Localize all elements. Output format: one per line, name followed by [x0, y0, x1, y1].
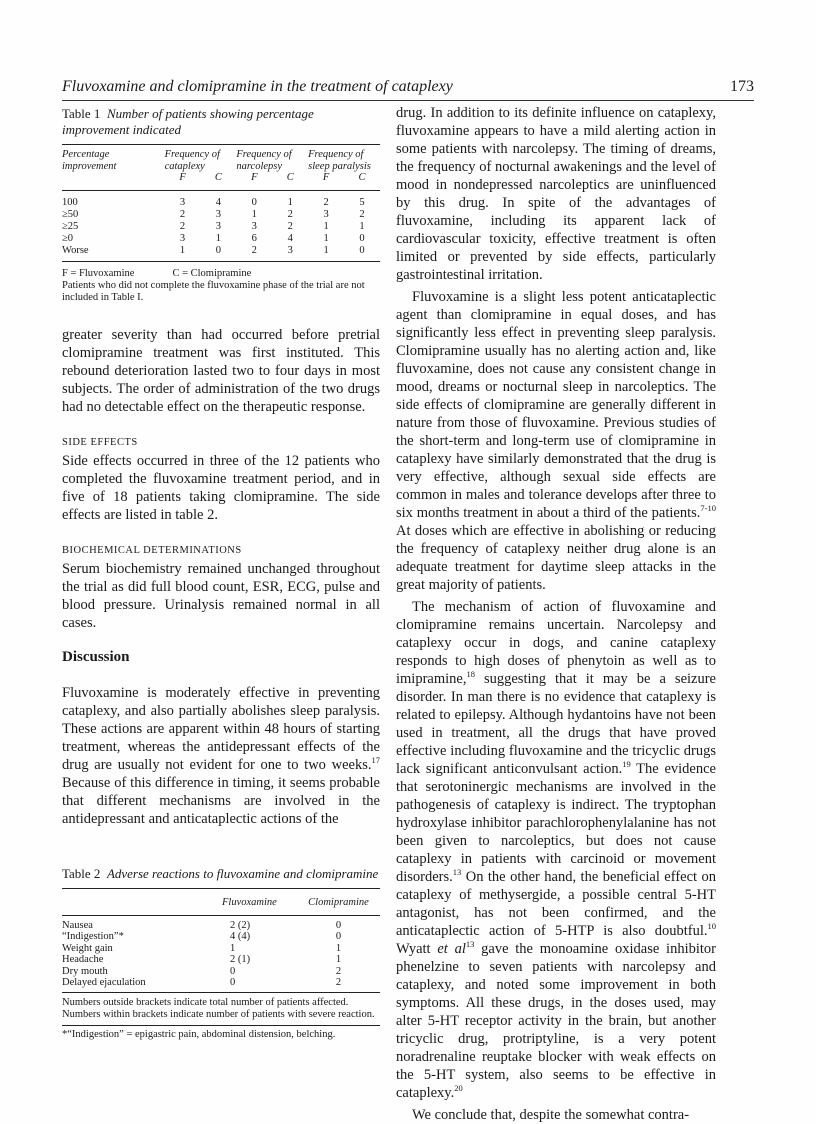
table2-cell: 2 (2)	[230, 919, 251, 931]
table2-col-header: Fluvoxamine	[222, 897, 277, 908]
table1-row-label: Worse	[62, 245, 89, 257]
right-column	[396, 104, 716, 1124]
table1-cell: 1	[323, 245, 329, 257]
table1-cell: 2	[287, 221, 293, 233]
citation-ref: 18	[466, 669, 475, 680]
table1-row-label: ≥25	[62, 221, 79, 233]
table1-subheader: C	[358, 172, 366, 184]
side-effects-text: Side effects occurred in three of the 12 patients who completed the fluvoxamine treatment period, and in five of 18 patients taking clomipramine. The side effects are listed in table 2.	[62, 453, 380, 523]
table2-cell: 1	[230, 942, 236, 954]
right-paragraph: We conclude that, despite the somewhat contra-	[412, 1107, 690, 1123]
citation-ref: 19	[622, 759, 631, 770]
table1-title: Number of patients showing percentage improvement indicated	[62, 106, 314, 137]
text-part: gave the monoamine oxidase inhibitor phenelzine to seven patients with narcolepsy and cataplexy, and noted some improvement in both symptoms. All these drugs, in the doses used, may alter 5-HT receptor activity in the brain, but another tricyclic drug, protriptyline, is a very potent noradrenaline reuptake blocker with weak effects on the 5-HT system, also seems to be effective in cataplexy.	[396, 941, 717, 1101]
table2-note: Numbers outside brackets indicate total number of patients affected. Numbers within brackets indicate number of patients with severe reaction.	[62, 996, 375, 1020]
table2-row-label: Nausea	[62, 919, 93, 931]
table-row	[62, 191, 380, 210]
discussion-text-part: Fluvoxamine is moderately effective in preventing cataplexy, and also partially abolishes sleep paralysis. These actions are apparent within 48 hours of starting treatment, whereas the antidepressant effects of the drug are usually not evident for one to two weeks.	[62, 685, 380, 773]
table1-cell: 2	[287, 209, 293, 221]
table-row	[62, 245, 380, 262]
table1-col-header: Frequency of cataplexy	[164, 149, 220, 172]
side-effects-heading: SIDE EFFECTS	[62, 437, 138, 448]
table-row	[62, 221, 380, 233]
table1-cell: 2	[179, 221, 186, 233]
table1-cell: 3	[215, 209, 222, 221]
table2-row-label: Dry mouth	[62, 965, 108, 977]
text-part: The evidence that serotoninergic mechanisms are involved in the pathogenesis of cataplexy is indirect. The tryptophan hydroxylase inhibitor parachlorophenylalanine has not been given to narcoleptics, but does not cause cataplexy in patients with carcinoid or movement disorders.	[396, 761, 716, 885]
text-part: At doses which are effective in abolishing or reducing the frequency of cataplexy neither drug alone is an adequate treatment for daytime sleep attacks in the great majority of patients.	[396, 523, 716, 593]
table2-footnotes	[62, 997, 380, 1041]
et-al: et al	[437, 941, 466, 957]
table2-cell: 1	[335, 954, 342, 965]
table1-col-header: Frequency of narcolepsy	[236, 149, 292, 172]
table2-cell: 0	[230, 965, 236, 977]
table-row	[62, 943, 380, 955]
header-rule	[62, 100, 754, 101]
table2-cell: 4 (4)	[230, 931, 251, 942]
table1-cell: 2	[251, 245, 257, 257]
discussion-text	[62, 684, 380, 828]
table1-cell: 2	[179, 209, 186, 221]
table1-cell: 2	[359, 209, 365, 221]
table2-cell: 0	[335, 931, 342, 942]
table2-col-header	[62, 889, 222, 916]
table2-cell: 2	[335, 977, 342, 988]
table-row	[62, 977, 380, 992]
table1-cell: 1	[359, 221, 365, 233]
table1-cell: 1	[323, 221, 329, 233]
table1-cell: 0	[251, 197, 257, 209]
table1-cell: 0	[359, 245, 365, 257]
table1-cell: 3	[251, 221, 257, 233]
table1-row-label: ≥50	[62, 209, 79, 221]
table1-legend-f: F = Fluvoxamine	[62, 268, 135, 279]
table1-cell: 1	[215, 233, 222, 245]
table1-subheader: F	[179, 172, 186, 184]
table2	[62, 888, 380, 993]
table1-footnote: Patients who did not complete the fluvoxamine phase of the trial are not included in Table I.	[62, 280, 365, 303]
citation-ref: 13	[452, 867, 462, 878]
table1-subheader: F	[322, 172, 330, 184]
text-part: suggesting that it may be a seizure disorder. In man there is no evidence that cataplexy is related to epilepsy. Although hydantoins have not been used in treatment, all the drugs that have proved effective including fluvoxamine and the tricyclic drugs lack significant anticonvulsant action.	[396, 671, 716, 777]
table1-cell: 0	[215, 245, 222, 257]
table2-cell: 1	[335, 942, 342, 954]
text-part: Wyatt	[396, 941, 438, 957]
table1-label: Table 1	[62, 106, 101, 121]
table2-note: *“Indigestion” = epigastric pain, abdominal distension, belching.	[62, 1025, 380, 1041]
table1-cell: 3	[323, 209, 329, 221]
table1-subheader: C	[286, 172, 294, 184]
table-row	[62, 209, 380, 221]
right-paragraph	[396, 598, 716, 1102]
table-row	[62, 954, 380, 966]
table2-row-label: “Indigestion”*	[62, 931, 124, 942]
table1-cell: 4	[215, 197, 222, 209]
table2-cell: 2 (1)	[230, 954, 251, 965]
table-row	[62, 966, 380, 978]
running-title: Fluvoxamine and clomipramine in the treatment of cataplexy	[62, 78, 453, 95]
table2-cell: 0	[230, 977, 236, 988]
table1-cell: 1	[179, 245, 186, 257]
page-number: 173	[730, 78, 754, 95]
table1-cell: 4	[287, 233, 293, 245]
discussion-heading: Discussion	[62, 649, 130, 665]
table1-legend-c: C = Clomipramine	[172, 268, 252, 279]
table1-cell: 5	[359, 197, 365, 209]
text-part: Fluvoxamine is a slight less potent anticataplectic agent than clomipramine in equal doses, and has significantly less effect in preventing sleep paralysis. Clomipramine usually has no alerting action and, like fluvoxamine, does not cause any consistent change in mood, dreams or nocturnal sleep in narcoleptics. The side effects of clomipramine are generally different in nature from those of fluvoxamine. Previous studies of the short-term and long-term use of clomipramine in cataplexy have similarly demonstrated that the drug is very effective, although sexual side effects are common in males and tolerance develops after three to six months treatment in about a third of the patients.	[396, 289, 716, 521]
discussion-text-part: Because of this difference in timing, it seems probable that different mechanisms are involved in the antidepressant and anticataplectic actions of the	[62, 775, 380, 827]
text-part: On the other hand, the beneficial effect on cataplexy of methysergide, a possible central 5-HT antagonist, has not been confirmed, and the anticataplectic action of 5-HTP is also doubtful.	[396, 869, 716, 939]
table1-col-header: Percentage improvement	[62, 149, 117, 172]
table1-row-label: ≥0	[62, 233, 74, 245]
table2-cell: 2	[335, 965, 342, 977]
table1-cell: 1	[251, 209, 257, 221]
table1-row-label: 100	[62, 197, 78, 209]
table1-cell: 3	[179, 197, 186, 209]
table1-cell: 3	[179, 233, 186, 245]
table1-cell: 3	[287, 245, 293, 257]
table1-footnotes	[62, 268, 380, 304]
table-row	[62, 915, 380, 931]
left-paragraph: greater severity than had occurred before pretrial clomipramine treatment was first instituted. This rebound deterioration lasted two to four days in most subjects. The order of administration of the two drugs had no detectable effect on the therapeutic response.	[62, 327, 380, 415]
table2-row-label: Headache	[62, 954, 104, 965]
text-part: The mechanism of action of fluvoxamine and clomipramine remains uncertain. Narcolepsy and cataplexy occur in dogs, and canine cataplexy responds to high doses of phenytoin as well as to imipramine,	[396, 599, 716, 687]
citation-ref: 10	[707, 921, 716, 932]
table-row	[62, 931, 380, 943]
table1-cell: 6	[251, 233, 257, 245]
citation-ref: 7-10	[700, 503, 716, 514]
table1-subheader: C	[214, 172, 222, 184]
table-row	[62, 233, 380, 245]
table1-cell: 0	[359, 233, 365, 245]
table2-label: Table 2	[62, 866, 101, 881]
table2-caption	[62, 866, 380, 882]
table1-subheader: F	[251, 172, 258, 184]
table2-cell: 0	[335, 919, 342, 931]
citation-ref: 20	[454, 1083, 463, 1094]
left-column	[62, 106, 380, 1041]
page-header	[62, 78, 754, 100]
table2-row-label: Delayed ejaculation	[62, 977, 146, 988]
table1-cell: 2	[323, 197, 329, 209]
table2-row-label: Weight gain	[62, 942, 113, 954]
table2-col-header: Clomipramine	[308, 897, 369, 908]
table1-cell: 3	[215, 221, 222, 233]
right-paragraph	[396, 288, 716, 594]
table1	[62, 144, 380, 262]
table1-cell: 1	[287, 197, 293, 209]
table1-caption	[62, 106, 380, 138]
right-paragraph: drug. In addition to its definite influence on cataplexy, fluvoxamine appears to have a mild alerting action in some patients with narcolepsy. The timing of dreams, the frequency of nocturnal awakenings and the level of mood in nondepressed narcoleptics are uninfluenced by this drug. In spite of the advantages of fluvoxamine, including its apparent lack of cardiovascular toxicity, effective treatment is often limited or prevented by side effects, particularly gastrointestinal irritation.	[396, 105, 716, 283]
biochem-heading: BIOCHEMICAL DETERMINATIONS	[62, 545, 242, 556]
table1-cell: 1	[323, 233, 329, 245]
table1-col-header: Frequency of sleep paralysis	[308, 149, 371, 172]
citation-ref: 17	[371, 755, 380, 766]
citation-ref: 13	[465, 939, 475, 950]
table2-title: Adverse reactions to fluvoxamine and clomipramine	[106, 866, 379, 881]
biochem-text: Serum biochemistry remained unchanged throughout the trial as did full blood count, ESR, ECG, pulse and blood pressure. Urinalysis remained normal in all cases.	[62, 561, 380, 631]
